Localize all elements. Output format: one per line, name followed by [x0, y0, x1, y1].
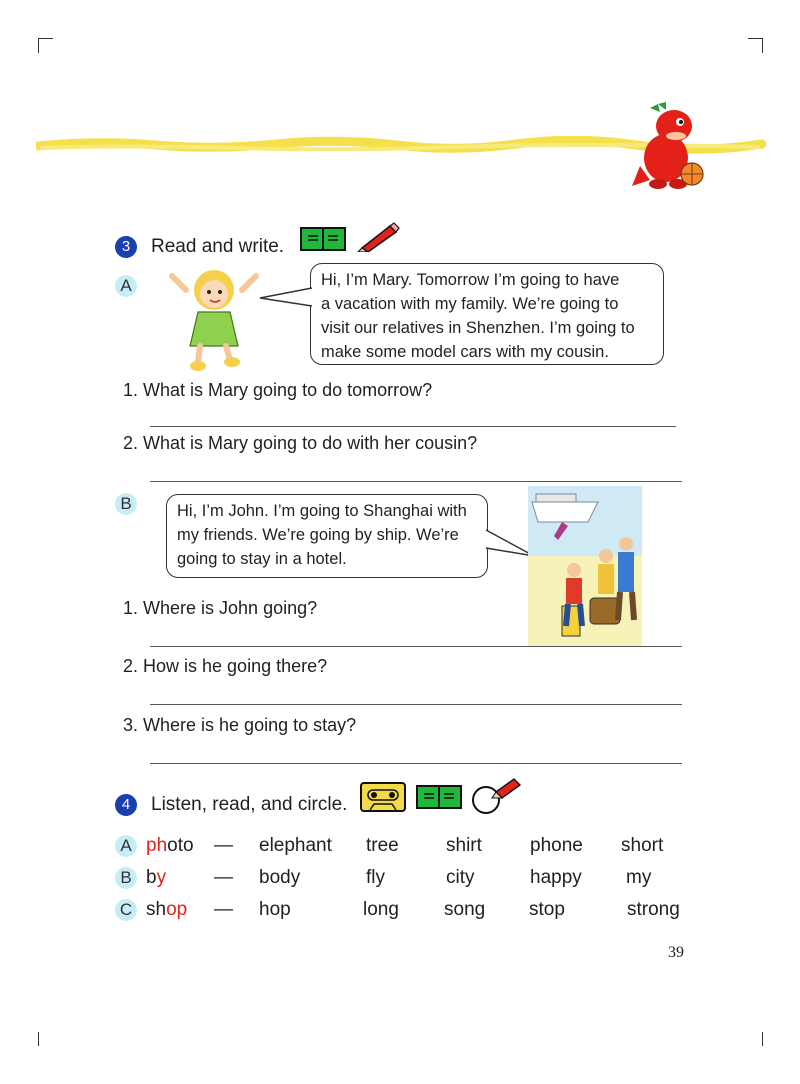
crop-mark-top-left	[38, 38, 53, 53]
answer-line-a1[interactable]	[150, 426, 676, 427]
word-option[interactable]: song	[444, 899, 486, 920]
key-word-red-part: ph	[146, 835, 168, 856]
row-a-key-word	[146, 835, 194, 857]
row-b-badge: B	[115, 867, 137, 889]
bubble-line: Hi, I’m John. I’m going to Shanghai with	[177, 502, 467, 520]
word-option[interactable]: happy	[530, 867, 582, 888]
key-word-rest: sh	[146, 899, 167, 920]
crop-mark-bottom-left	[38, 1032, 39, 1046]
key-word-red-part: op	[166, 899, 188, 920]
word-option[interactable]: stop	[529, 899, 565, 920]
word-option[interactable]: fly	[366, 867, 385, 888]
word-option[interactable]: hop	[259, 899, 291, 920]
row-c-dash: —	[214, 899, 233, 920]
bubble-line: Hi, I’m Mary. Tomorrow I’m going to have	[321, 271, 620, 289]
circle-pencil-icon	[470, 776, 522, 816]
girl-mary-illustration	[168, 262, 260, 374]
answer-line-b1[interactable]	[150, 646, 682, 647]
bubble-line: visit our relatives in Shenzhen. I’m going to	[321, 319, 635, 337]
row-b-dash: —	[214, 867, 233, 888]
answer-line-b2[interactable]	[150, 704, 682, 705]
speech-bubble-mary	[310, 263, 664, 365]
bubble-line: going to stay in a hotel.	[177, 550, 347, 568]
section-4-number-badge: 4	[115, 794, 137, 816]
book-icon	[300, 226, 346, 252]
row-a-badge: A	[115, 835, 137, 857]
bubble-line: a vacation with my family. We’re going to	[321, 295, 619, 313]
row-c-badge: C	[115, 899, 137, 921]
word-option[interactable]: body	[259, 867, 301, 888]
word-option[interactable]: elephant	[259, 835, 332, 856]
question-b1: 1. Where is John going?	[123, 598, 318, 618]
bubble-line: my friends. We’re going by ship. We’re	[177, 526, 459, 544]
page-number: 39	[668, 944, 684, 961]
question-a2: 2. What is Mary going to do with her cousin?	[123, 433, 478, 453]
word-option[interactable]: long	[363, 899, 399, 920]
word-option[interactable]: my	[626, 867, 652, 888]
crop-mark-bottom-right	[762, 1032, 763, 1046]
word-option[interactable]: shirt	[446, 835, 482, 856]
question-b3: 3. Where is he going to stay?	[123, 715, 357, 735]
answer-line-a2[interactable]	[150, 481, 682, 482]
section-3-number-badge: 3	[115, 236, 137, 258]
ship-harbor-illustration	[528, 486, 642, 646]
word-option[interactable]: tree	[366, 835, 399, 856]
question-b2: 2. How is he going there?	[123, 656, 328, 676]
crop-mark-top-right	[748, 38, 763, 53]
bubble-line: make some model cars with my cousin.	[321, 343, 609, 361]
dinosaur-mascot-icon	[628, 100, 708, 192]
word-option[interactable]: short	[621, 835, 664, 856]
row-c-key-word	[146, 899, 187, 921]
bubble-tail-mary	[258, 286, 314, 310]
row-a-dash: —	[214, 835, 233, 856]
part-a-badge: A	[115, 275, 137, 297]
key-word-rest: b	[146, 867, 157, 888]
section-4-title: Listen, read, and circle.	[151, 794, 348, 815]
cassette-icon	[360, 782, 406, 812]
key-word-rest: oto	[167, 835, 194, 856]
question-a1: 1. What is Mary going to do tomorrow?	[123, 380, 433, 400]
speech-bubble-john	[166, 494, 488, 578]
word-option[interactable]: phone	[530, 835, 583, 856]
book-icon	[416, 784, 462, 810]
part-b-badge: B	[115, 493, 137, 515]
pencil-icon	[356, 222, 400, 252]
key-word-red-part: y	[156, 867, 167, 888]
section-3-title: Read and write.	[151, 236, 285, 257]
row-b-key-word	[146, 867, 166, 889]
answer-line-b3[interactable]	[150, 763, 682, 764]
word-option[interactable]: city	[446, 867, 475, 888]
word-option[interactable]: strong	[627, 899, 680, 920]
